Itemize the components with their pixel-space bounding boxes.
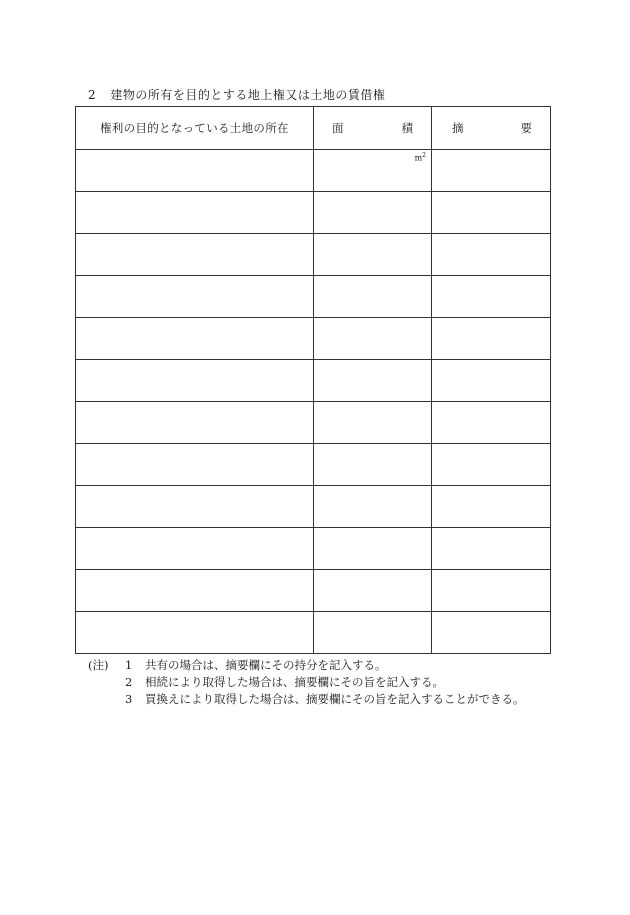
location-cell[interactable]	[76, 360, 314, 402]
summary-cell[interactable]	[432, 234, 551, 276]
area-cell[interactable]	[314, 486, 432, 528]
summary-cell[interactable]	[432, 276, 551, 318]
table-header-row	[76, 107, 551, 150]
area-cell[interactable]	[314, 318, 432, 360]
summary-cell[interactable]	[432, 612, 551, 654]
summary-cell[interactable]	[432, 192, 551, 234]
summary-cell[interactable]	[432, 528, 551, 570]
area-cell[interactable]	[314, 612, 432, 654]
table-row	[76, 528, 551, 570]
location-cell[interactable]	[76, 486, 314, 528]
area-cell[interactable]	[314, 360, 432, 402]
area-cell[interactable]	[314, 276, 432, 318]
note-item	[88, 691, 525, 708]
note-item	[88, 657, 525, 674]
location-cell[interactable]	[76, 570, 314, 612]
table-row	[76, 444, 551, 486]
summary-cell[interactable]	[432, 402, 551, 444]
area-cell[interactable]	[314, 192, 432, 234]
land-rights-table	[75, 106, 551, 654]
location-cell[interactable]	[76, 192, 314, 234]
summary-cell[interactable]	[432, 444, 551, 486]
area-cell[interactable]	[314, 234, 432, 276]
notes	[88, 657, 525, 708]
header-summary-char-2: 要	[520, 121, 532, 135]
area-cell[interactable]	[314, 570, 432, 612]
notes-prefix: (注)	[88, 658, 109, 672]
location-cell[interactable]	[76, 528, 314, 570]
table-row	[76, 234, 551, 276]
note-number: 2	[125, 675, 133, 689]
header-area	[314, 107, 432, 150]
location-cell[interactable]	[76, 234, 314, 276]
note-text: 相続により取得した場合は、摘要欄にその旨を記入する。	[145, 675, 444, 689]
section-heading	[88, 86, 385, 103]
header-summary	[432, 107, 551, 150]
area-cell[interactable]	[314, 402, 432, 444]
table-row	[76, 360, 551, 402]
area-cell[interactable]	[314, 444, 432, 486]
table-row	[76, 192, 551, 234]
table-row	[76, 402, 551, 444]
section-number: 2	[88, 88, 97, 102]
table-row	[76, 486, 551, 528]
table-row	[76, 276, 551, 318]
table-row	[76, 150, 551, 192]
table-row	[76, 570, 551, 612]
header-summary-char-1: 摘	[452, 121, 464, 135]
area-cell[interactable]	[314, 150, 432, 192]
note-number: 3	[125, 692, 133, 706]
location-cell[interactable]	[76, 444, 314, 486]
location-cell[interactable]	[76, 318, 314, 360]
note-number: 1	[125, 658, 133, 672]
location-cell[interactable]	[76, 150, 314, 192]
header-area-char-1: 面	[332, 121, 344, 135]
note-text: 買換えにより取得した場合は、摘要欄にその旨を記入することができる。	[145, 692, 525, 706]
table-body	[76, 150, 551, 654]
header-location: 権利の目的となっている土地の所在	[76, 107, 314, 150]
table-row	[76, 318, 551, 360]
header-area-char-2: 積	[401, 121, 413, 135]
area-unit: $m^2$	[414, 152, 426, 163]
summary-cell[interactable]	[432, 360, 551, 402]
section-title: 建物の所有を目的とする地上権又は土地の賃借権	[110, 88, 386, 102]
note-item	[88, 674, 525, 691]
summary-cell[interactable]	[432, 570, 551, 612]
location-cell[interactable]	[76, 402, 314, 444]
location-cell[interactable]	[76, 612, 314, 654]
location-cell[interactable]	[76, 276, 314, 318]
note-text: 共有の場合は、摘要欄にその持分を記入する。	[145, 658, 387, 672]
table-row	[76, 612, 551, 654]
summary-cell[interactable]	[432, 150, 551, 192]
summary-cell[interactable]	[432, 486, 551, 528]
summary-cell[interactable]	[432, 318, 551, 360]
area-cell[interactable]	[314, 528, 432, 570]
